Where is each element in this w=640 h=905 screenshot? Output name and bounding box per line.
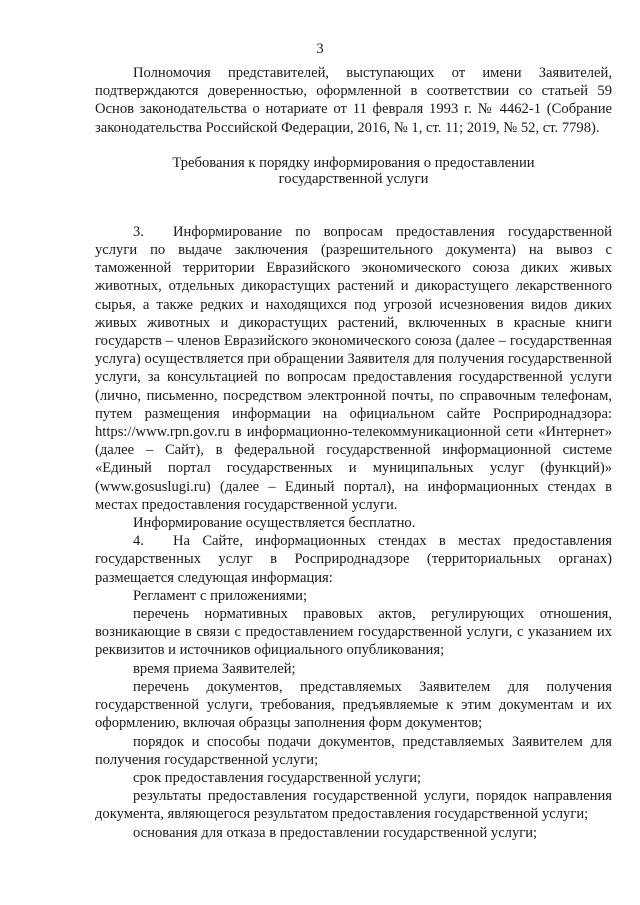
clause-3-number: 3. bbox=[133, 223, 144, 240]
clause-4-number: 4. bbox=[133, 533, 144, 550]
clause-3 bbox=[95, 223, 612, 514]
list-item: перечень документов, представляемых Заявителем для получения государственной услуги, требования, предъявляемые к этим документам и их оформлению, включая образцы заполнения форм документов; bbox=[95, 678, 612, 732]
paragraph-representatives: Полномочия представителей, выступающих от имени Заявителей, подтверждаются доверенностью, оформленной в соответствии со статьей 59 Основ законодательства о нотариате от 11 февраля 1993 г. № 4462-1 (Собрание законодательства Российской Федерации, 2016, № 1, ст. 11; 2019, № 52, ст. 7798). bbox=[95, 65, 612, 136]
clause-3-text: Информирование по вопросам предоставления государственной услуги по выдаче заключения (разрешительного документа) на вывоз с таможенной территории Евразийского экономического союза диких живых животных, отдельных дикорастущих растений и дикорастущего лекарственного сырья, а также редких и находящихся под угрозой исчезновения видов диких живых животных и дикорастущих растений, включенных в красные книги государств – членов Евразийского экономического союза (далее – государственная услуга) осуществляется при обращении Заявителя для получения государственной услуги, за консультацией по вопросам предоставления государственной услуги (лично, письменно, посредством электронной почты, по справочным телефонам, путем размещения информации на официальном сайте Росприроднадзора: https://www.rpn.gov.ru в информационно-телекоммуникационной сети «Интернет» (далее – Сайт), в федеральной государственной информационной системе «Единый портал государственных и муниципальных услуг (функций)» (www.gosuslugi.ru) (далее – Единый портал), на информационных стендах в местах предоставления государственной услуги. bbox=[95, 223, 612, 513]
list-item: Регламент с приложениями; bbox=[133, 587, 308, 604]
section-heading-line1: Требования к порядку информирования о предоставлении bbox=[172, 154, 535, 171]
document-body bbox=[95, 64, 612, 842]
list-item: порядок и способы подачи документов, представляемых Заявителем для получения государственной услуги; bbox=[95, 733, 612, 768]
page-number: 3 bbox=[316, 41, 324, 57]
clause-4 bbox=[95, 532, 612, 587]
list-item: срок предоставления государственной услуги; bbox=[133, 769, 422, 786]
list-item: перечень нормативных правовых актов, регулирующих отношения, возникающие в связи с предоставлением государственной услуги, с указанием их реквизитов и источников официального опубликования; bbox=[95, 606, 612, 659]
clause-4-text: На Сайте, информационных стендах в местах предоставления государственных услуг в Росприроднадзоре (территориальных органах) размещается следующая информация: bbox=[95, 533, 612, 586]
list-item: основания для отказа в предоставлении государственной услуги; bbox=[133, 824, 538, 841]
list-item: время приема Заявителей; bbox=[133, 660, 296, 677]
paragraph-free-info: Информирование осуществляется бесплатно. bbox=[133, 515, 416, 532]
section-heading-line2: государственной услуги bbox=[278, 170, 429, 187]
section-heading bbox=[95, 155, 612, 187]
list-item: результаты предоставления государственной услуги, порядок направления документа, являющегося результатом предоставления государственной услуги; bbox=[95, 788, 612, 823]
